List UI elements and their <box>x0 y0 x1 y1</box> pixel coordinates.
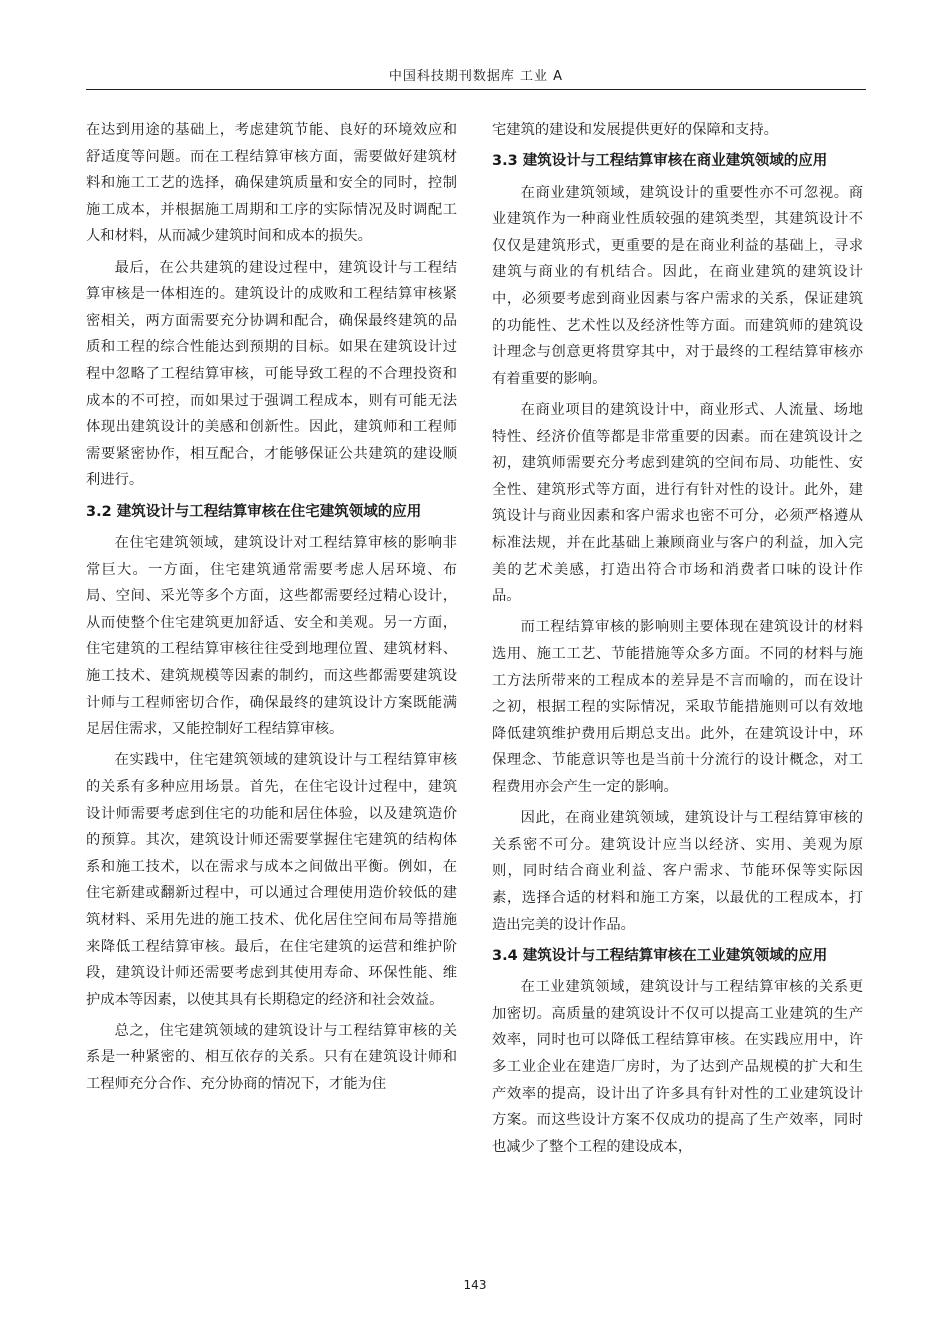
header-rule <box>86 89 866 90</box>
paragraph: 在工业建筑领域，建筑设计与工程结算审核的关系更加密切。高质量的建筑设计不仅可以提高工业建筑的生产效率，同时也可以降低工程结算审核。在实践应用中，许多工业企业在建造厂房时，为了达到产品规模的扩大和生产效率的提高，设计出了许多具有针对性的工业建筑设计方案。而这些设计方案不仅成功的提高了生产效率，同时也减少了整个工程的建设成本， <box>492 979 863 1155</box>
paragraph: 在商业建筑领域，建筑设计的重要性亦不可忽视。商业建筑作为一种商业性质较强的建筑类型，其建筑设计不仅仅是建筑形式，更重要的是在商业利益的基础上，寻求建筑与商业的有机结合。因此，在商业建筑的建筑设计中，必须要考虑到商业因素与客户需求的关系，保证建筑的功能性、艺术性以及经济性等方面。而建筑师的建筑设计理念与创意更将贯穿其中，对于最终的工程结算审核亦有着重要的影响。 <box>492 184 863 387</box>
paragraph: 在商业项目的建筑设计中，商业形式、人流量、场地特性、经济价值等都是非常重要的因素。而在建筑设计之初，建筑师需要充分考虑到建筑的空间布局、功能性、安全性、建筑形式等方面，进行有针对性的设计。此外，建筑设计与商业因素和客户需求也密不可分，必须严格遵从标准法规，并在此基础上兼顾商业与客户的利益，加入完美的艺术美感，打造出符合市场和消费者口味的设计作品。 <box>492 402 863 605</box>
paragraph: 在达到用途的基础上，考虑建筑节能、良好的环境效应和舒适度等问题。而在工程结算审核方面，需要做好建筑材料和施工工艺的选择，确保建筑质量和安全的同时，控制施工成本，并根据施工周期和工序的实际情况及时调配工人和材料，从而减少建筑时间和成本的损失。 <box>86 122 457 245</box>
paragraph: 最后，在公共建筑的建设过程中，建筑设计与工程结算审核是一体相连的。建筑设计的成败和工程结算审核紧密相关，两方面需要充分协调和配合，确保最终建筑的品质和工程的综合性能达到预期的目标。如果在建筑设计过程中忽略了工程结算审核，可能导致工程的不合理投资和成本的不可控，而如果过于强调工程成本，则有可能无法体现出建筑设计的美感和创新性。因此，建筑师和工程师需要紧密协作，相互配合，才能够保证公共建筑的建设顺利进行。 <box>86 259 457 489</box>
paragraph: 因此，在商业建筑领域，建筑设计与工程结算审核的关系密不可分。建筑设计应当以经济、实用、美观为原则，同时结合商业利益、客户需求、节能环保等实际因素，选择合适的材料和施工方案，以最优的工程成本，打造出完美的设计作品。 <box>492 810 863 933</box>
journal-header: 中国科技期刊数据库 工业 A <box>388 69 564 84</box>
page-number: 143 <box>463 1278 487 1292</box>
paragraph: 总之，住宅建筑领域的建筑设计与工程结算审核的关系是一种紧密的、相互依存的关系。只有在建筑设计师和工程师充分合作、充分协商的情况下，才能为住 <box>86 1022 457 1093</box>
section-heading-3-2: 3.2 建筑设计与工程结算审核在住宅建筑领域的应用 <box>86 503 422 520</box>
paragraph: 宅建筑的建设和发展提供更好的保障和支持。 <box>492 122 778 138</box>
section-heading-3-4: 3.4 建筑设计与工程结算审核在工业建筑领域的应用 <box>492 947 828 964</box>
paragraph: 在住宅建筑领域，建筑设计对工程结算审核的影响非常巨大。一方面，住宅建筑通常需要考虑人居环境、布局、空间、采光等多个方面，这些都需要经过精心设计，从而使整个住宅建筑更加舒适、安全和美观。另一方面，住宅建筑的工程结算审核往往受到地理位置、建筑材料、施工技术、建筑规模等因素的制约，而这些都需要建筑设计师与工程师密切合作，确保最终的建筑设计方案既能满足居住需求，又能控制好工程结算审核。 <box>86 535 457 738</box>
left-column <box>86 117 457 1102</box>
paragraph: 在实践中，住宅建筑领域的建筑设计与工程结算审核的关系有多种应用场景。首先，在住宅设计过程中，建筑设计师需要考虑到住宅的功能和居住体验，以及建筑造价的预算。其次，建筑设计师还需要掌握住宅建筑的结构体系和施工技术，以在需求与成本之间做出平衡。例如，在住宅新建或翻新过程中，可以通过合理使用造价较低的建筑材料、采用先进的施工技术、优化居住空间布局等措施来降低工程结算审核。最后，在住宅建筑的运营和维护阶段，建筑设计师还需要考虑到其使用寿命、环保性能、维护成本等因素，以使其具有长期稳定的经济和社会效益。 <box>86 752 457 1008</box>
paragraph: 而工程结算审核的影响则主要体现在建筑设计的材料选用、施工工艺、节能措施等众多方面。不同的材料与施工方法所带来的工程成本的差异是不言而喻的，而在设计之初，根据工程的实际情况，采取节能措施则可以有效地降低建筑维护费用后期总支出。此外，在建筑设计中，环保理念、节能意识等也是当前十分流行的设计概念，对工程费用亦会产生一定的影响。 <box>492 619 863 795</box>
right-column <box>492 117 863 1165</box>
section-heading-3-3: 3.3 建筑设计与工程结算审核在商业建筑领域的应用 <box>492 153 828 170</box>
